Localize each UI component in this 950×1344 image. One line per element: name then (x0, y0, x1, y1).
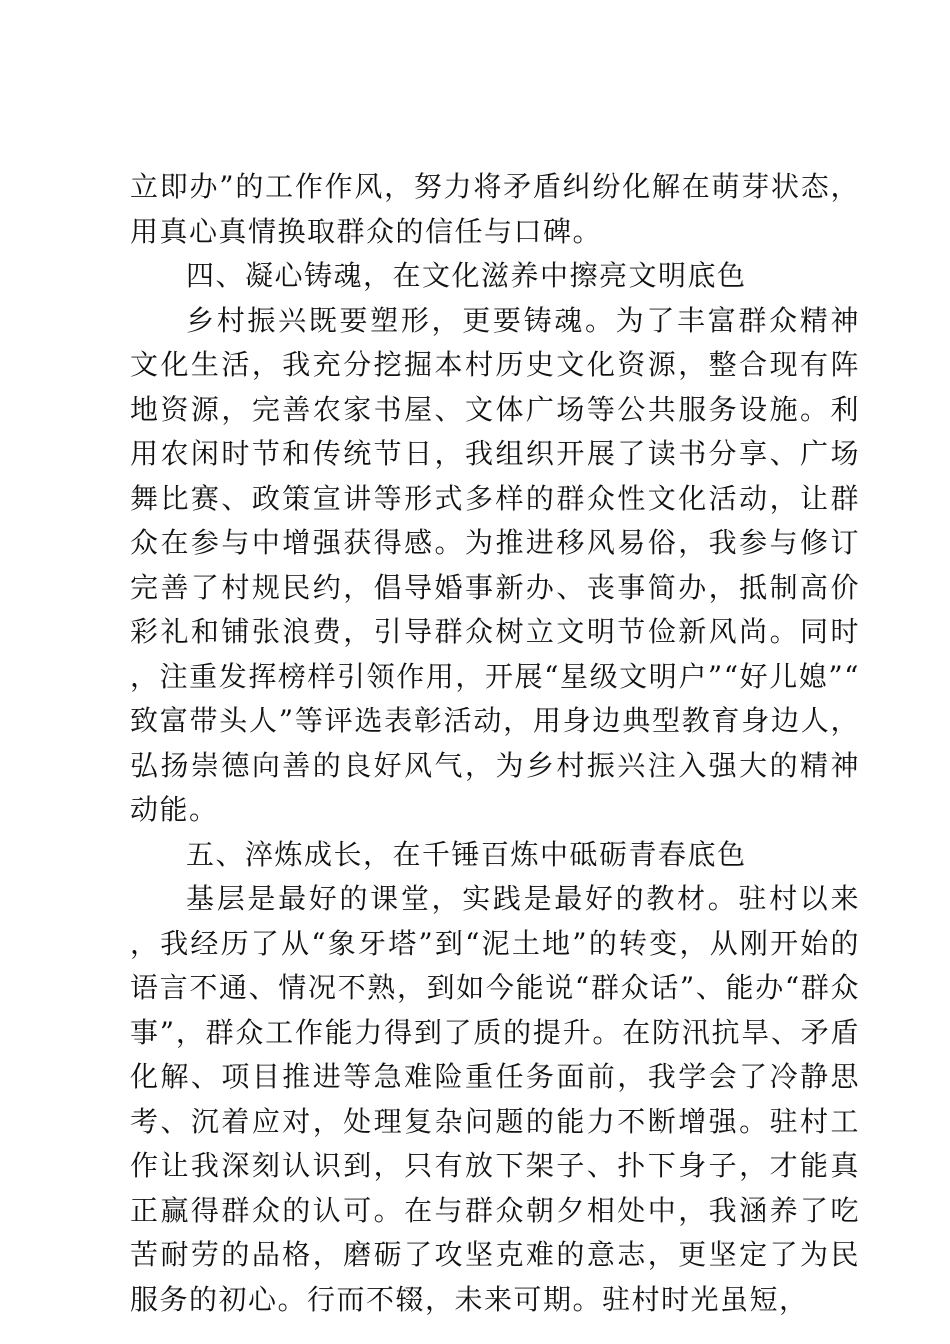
document-body (130, 165, 860, 1322)
section-heading-four: 四、凝心铸魂，在文化滋养中擦亮文明底色 (186, 259, 747, 292)
section-heading-five: 五、淬炼成长，在千锤百炼中砥砺青春底色 (186, 837, 747, 871)
paragraph-continuation: 立即办”的工作作风，努力将矛盾纠纷化解在萌芽状态，用真心真情换取群众的信任与口碑。 (130, 170, 860, 248)
paragraph-culture: 乡村振兴既要塑形，更要铸魂。为了丰富群众精神文化生活，我充分挖掘本村历史文化资源，整合现有阵地资源，完善农家书屋、文体广场等公共服务设施。利用农闲时节和传统节日，我组织开展了读书分享、广场舞比赛、政策宣讲等形式多样的群众性文化活动，让群众在参与中增强获得感。为推进移风易俗，我参与修订完善了村规民约，倡导婚事新办、丧事简办，抵制高价彩礼和铺张浪费，引导群众树立文明节俭新风尚。同时，注重发挥榜样引领作用，开展“星级文明户”“好儿媳”“致富带头人”等评选表彰活动，用身边典型教育身边人，弘扬崇德向善的良好风气，为乡村振兴注入强大的精神动能。 (130, 303, 860, 826)
paragraph-growth: 基层是最好的课堂，实践是最好的教材。驻村以来，我经历了从“象牙塔”到“泥土地”的转变，从刚开始的语言不通、情况不熟，到如今能说“群众话”、能办“群众事”，群众工作能力得到了质的提升。在防汛抗旱、矛盾化解、项目推进等急难险重任务面前，我学会了冷静思考、沉着应对，处理复杂问题的能力不断增强。驻村工作让我深刻认识到，只有放下架子、扑下身子，才能真正赢得群众的认可。在与群众朝夕相处中，我涵养了吃苦耐劳的品格，磨砺了攻坚克难的意志，更坚定了为民服务的初心。行而不辍，未来可期。驻村时光虽短， (130, 882, 860, 1316)
